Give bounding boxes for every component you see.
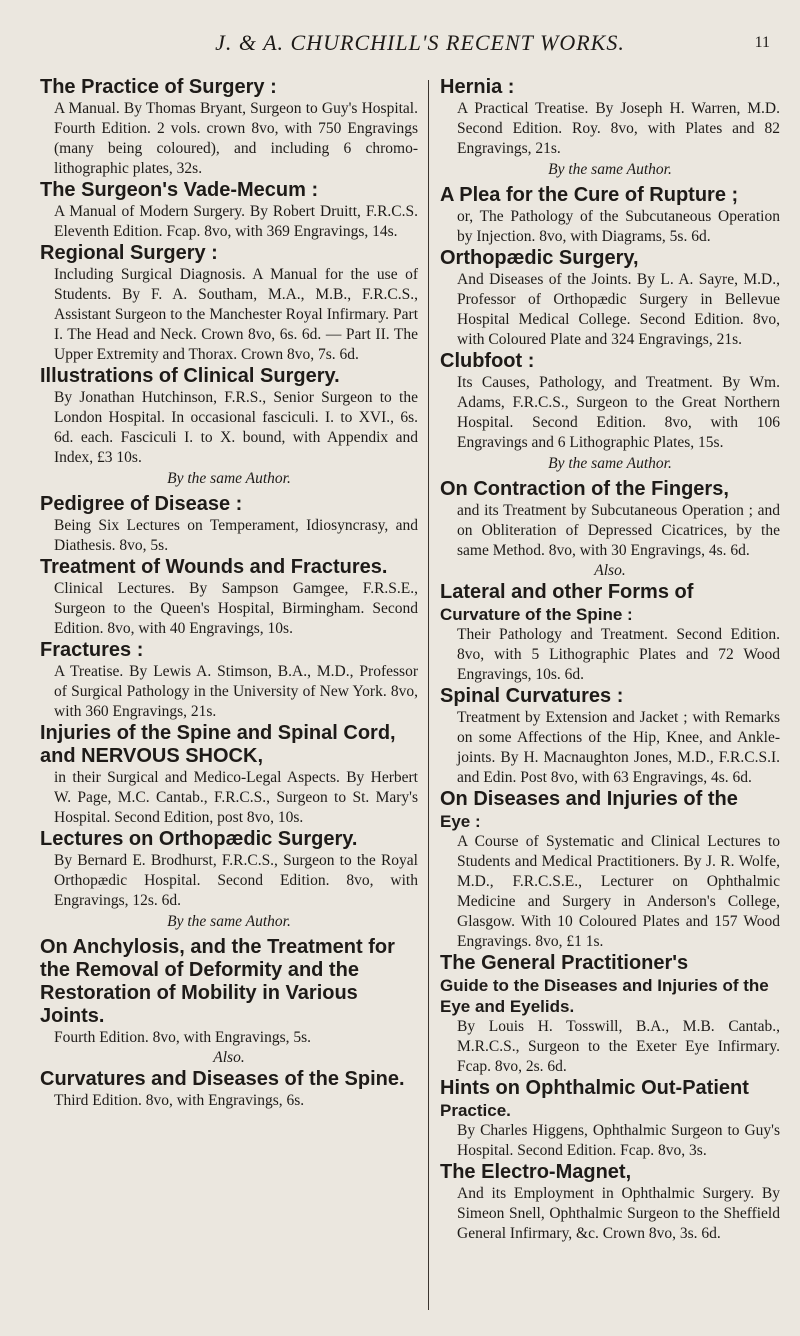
same-author-note: By the same Author. xyxy=(548,161,672,178)
book-description: Fourth Edition. 8vo, with Engravings, 5s. xyxy=(54,1029,312,1046)
also-note: Also. xyxy=(213,1049,245,1066)
book-entry xyxy=(40,828,418,911)
book-entry xyxy=(440,788,780,952)
book-title: Lateral and other Forms of xyxy=(440,581,694,603)
book-subtitle: Practice. xyxy=(440,1101,511,1120)
book-title: A Plea for the Cure of Rupture ; xyxy=(440,184,739,206)
book-entry xyxy=(440,184,780,247)
book-title: Treatment of Wounds and Fractures. xyxy=(40,556,388,578)
book-description: A Manual. By Thomas Bryant, Surgeon to Guy's Hospital. Fourth Edition. 2 vols. crown 8vo, with 750 Engravings (many being coloured), and including 6 chromo-lithographic plates, 32s. xyxy=(54,100,418,177)
book-description: By Charles Higgens, Ophthalmic Surgeon to Guy's Hospital. Second Edition. Fcap. 8vo, 3s. xyxy=(457,1122,780,1159)
book-description: A Manual of Modern Surgery. By Robert Druitt, F.R.C.S. Eleventh Edition. Fcap. 8vo, with 369 Engravings, 14s. xyxy=(54,203,418,240)
left-column xyxy=(40,76,418,1111)
book-title: On Contraction of the Fingers, xyxy=(440,478,729,500)
book-entry xyxy=(40,179,418,242)
book-description: Including Surgical Diagnosis. A Manual for the use of Students. By F. A. Southam, M.A., M.B., F.R.C.S., Assistant Surgeon to the Manchester Royal Infirmary. Part I. The Head and Neck. Crown 8vo, 6s. 6d. — Part II. The Upper Extremity and Thorax. Crown 8vo, 7s. 6d. xyxy=(54,266,418,363)
book-title: Lectures on Orthopædic Surgery. xyxy=(40,828,358,850)
book-entry xyxy=(440,1161,780,1244)
book-entry xyxy=(40,493,418,556)
book-description: and its Treatment by Subcutaneous Operation ; and on Obliteration of Depressed Cicatrices, by the same Method. 8vo, with 30 Engravings, 4s. 6d. xyxy=(457,502,780,559)
book-entry xyxy=(40,365,418,468)
book-description: By Jonathan Hutchinson, F.R.S., Senior Surgeon to the London Hospital. In occasional fasciculi. I. to XVI., 6s. 6d. each. Fasciculi I. to X. bound, with Appendix and Index, £3 10s. xyxy=(54,389,418,466)
book-description: Clinical Lectures. By Sampson Gamgee, F.R.S.E., Surgeon to the Queen's Hospital, Birmingham. Second Edition. 8vo, with 40 Engravings, 10s. xyxy=(54,580,418,637)
same-author-note: By the same Author. xyxy=(167,470,291,487)
book-title: Clubfoot : xyxy=(440,350,535,372)
book-entry xyxy=(440,952,780,1077)
book-description: And Diseases of the Joints. By L. A. Sayre, M.D., Professor of Orthopædic Surgery in Bellevue Hospital Medical College. Second Edition. 8vo, with Coloured Plate and 324 Engravings, 21s. xyxy=(457,271,780,348)
book-title: Pedigree of Disease : xyxy=(40,493,243,515)
book-subtitle: Curvature of the Spine : xyxy=(440,605,633,624)
book-entry xyxy=(40,76,418,179)
book-title: Injuries of the Spine and Spinal Cord, and NERVOUS SHOCK, xyxy=(40,722,396,767)
same-author-note: By the same Author. xyxy=(167,913,291,930)
column-divider xyxy=(428,80,429,1310)
book-description: Treatment by Extension and Jacket ; with Remarks on some Affections of the Hip, Knee, and Ankle-joints. By H. Macnaughton Jones, M.D., F.R.C.S.I. and Edin. Post 8vo, with 63 Engravings, 4s. 6d. xyxy=(457,709,780,786)
book-entry xyxy=(440,350,780,453)
book-description: By Bernard E. Brodhurst, F.R.C.S., Surgeon to the Royal Orthopædic Hospital. Second Edition. 8vo, with Engravings, 12s. 6d. xyxy=(54,852,418,909)
book-title: Regional Surgery : xyxy=(40,242,218,264)
book-description: A Treatise. By Lewis A. Stimson, B.A., M.D., Professor of Surgical Pathology in the University of New York. 8vo, with 360 Engravings, 21s. xyxy=(54,663,418,720)
header-title: J. & A. CHURCHILL'S RECENT WORKS. xyxy=(215,30,625,55)
book-entry xyxy=(40,639,418,722)
book-entry xyxy=(40,1068,418,1111)
book-entry xyxy=(40,722,418,828)
book-description: in their Surgical and Medico-Legal Aspects. By Herbert W. Page, M.C. Cantab., F.R.C.S., Surgeon to St. Mary's Hospital. Second Edition, post 8vo, 10s. xyxy=(54,769,418,826)
also-note: Also. xyxy=(594,562,626,579)
page-number: 11 xyxy=(754,34,770,51)
book-title: Spinal Curvatures : xyxy=(440,685,624,707)
book-title: Hernia : xyxy=(440,76,515,98)
book-description: By Louis H. Tosswill, B.A., M.B. Cantab., M.R.C.S., Surgeon to the Exeter Eye Infirmary. Fcap. 8vo, 2s. 6d. xyxy=(457,1018,780,1075)
book-title: The General Practitioner's xyxy=(440,952,689,974)
book-title: Hints on Ophthalmic Out-Patient xyxy=(440,1077,749,1099)
running-header xyxy=(40,30,770,70)
book-entry xyxy=(440,685,780,788)
book-description: or, The Pathology of the Subcutaneous Operation by Injection. 8vo, with Diagrams, 5s. 6d. xyxy=(457,208,780,245)
book-entry xyxy=(40,556,418,639)
book-description: Being Six Lectures on Temperament, Idiosyncrasy, and Diathesis. 8vo, 5s. xyxy=(54,517,418,554)
book-entry xyxy=(440,581,780,685)
book-description: A Practical Treatise. By Joseph H. Warren, M.D. Second Edition. Roy. 8vo, with Plates and 82 Engravings, 21s. xyxy=(457,100,780,157)
book-description: And its Employment in Ophthalmic Surgery. By Simeon Snell, Ophthalmic Surgeon to the Sheffield General Infirmary, &c. Crown 8vo, 3s. 6d. xyxy=(457,1185,780,1242)
book-title: Illustrations of Clinical Surgery. xyxy=(40,365,340,387)
same-author-note: By the same Author. xyxy=(548,455,672,472)
book-title: The Practice of Surgery : xyxy=(40,76,277,98)
book-title: Orthopædic Surgery, xyxy=(440,247,639,269)
right-column xyxy=(440,76,780,1244)
book-entry xyxy=(440,1077,780,1161)
book-title: On Anchylosis, and the Treatment for the Removal of Deformity and the Restoration of Mobility in Various Joints. xyxy=(40,936,395,1027)
book-title: Curvatures and Diseases of the Spine. xyxy=(40,1068,405,1090)
book-entry xyxy=(440,478,780,561)
book-entry xyxy=(440,247,780,350)
book-description: Third Edition. 8vo, with Engravings, 6s. xyxy=(54,1092,305,1109)
book-entry xyxy=(40,936,418,1048)
book-description: A Course of Systematic and Clinical Lectures to Students and Medical Practitioners. By J. R. Wolfe, M.D., F.R.C.S.E., Lecturer on Ophthalmic Medicine and Surgery in Anderson's College, Glasgow. With 10 Coloured Plates and 157 Wood Engravings. 8vo, £1 1s. xyxy=(457,833,780,950)
book-description: Its Causes, Pathology, and Treatment. By Wm. Adams, F.R.C.S., Surgeon to the Great Northern Hospital. Second Edition. 8vo, with 106 Engravings and 6 Lithographic Plates, 15s. xyxy=(457,374,780,451)
book-title: Fractures : xyxy=(40,639,144,661)
book-entry xyxy=(440,76,780,159)
book-description: Their Pathology and Treatment. Second Edition. 8vo, with 5 Lithographic Plates and 72 Wood Engravings, 10s. 6d. xyxy=(457,626,780,683)
book-subtitle: Eye : xyxy=(440,812,481,831)
book-entry xyxy=(40,242,418,365)
book-title: On Diseases and Injuries of the xyxy=(440,788,738,810)
book-subtitle: Guide to the Diseases and Injuries of the Eye and Eyelids. xyxy=(440,976,769,1016)
book-title: The Surgeon's Vade-Mecum : xyxy=(40,179,319,201)
book-title: The Electro-Magnet, xyxy=(440,1161,632,1183)
